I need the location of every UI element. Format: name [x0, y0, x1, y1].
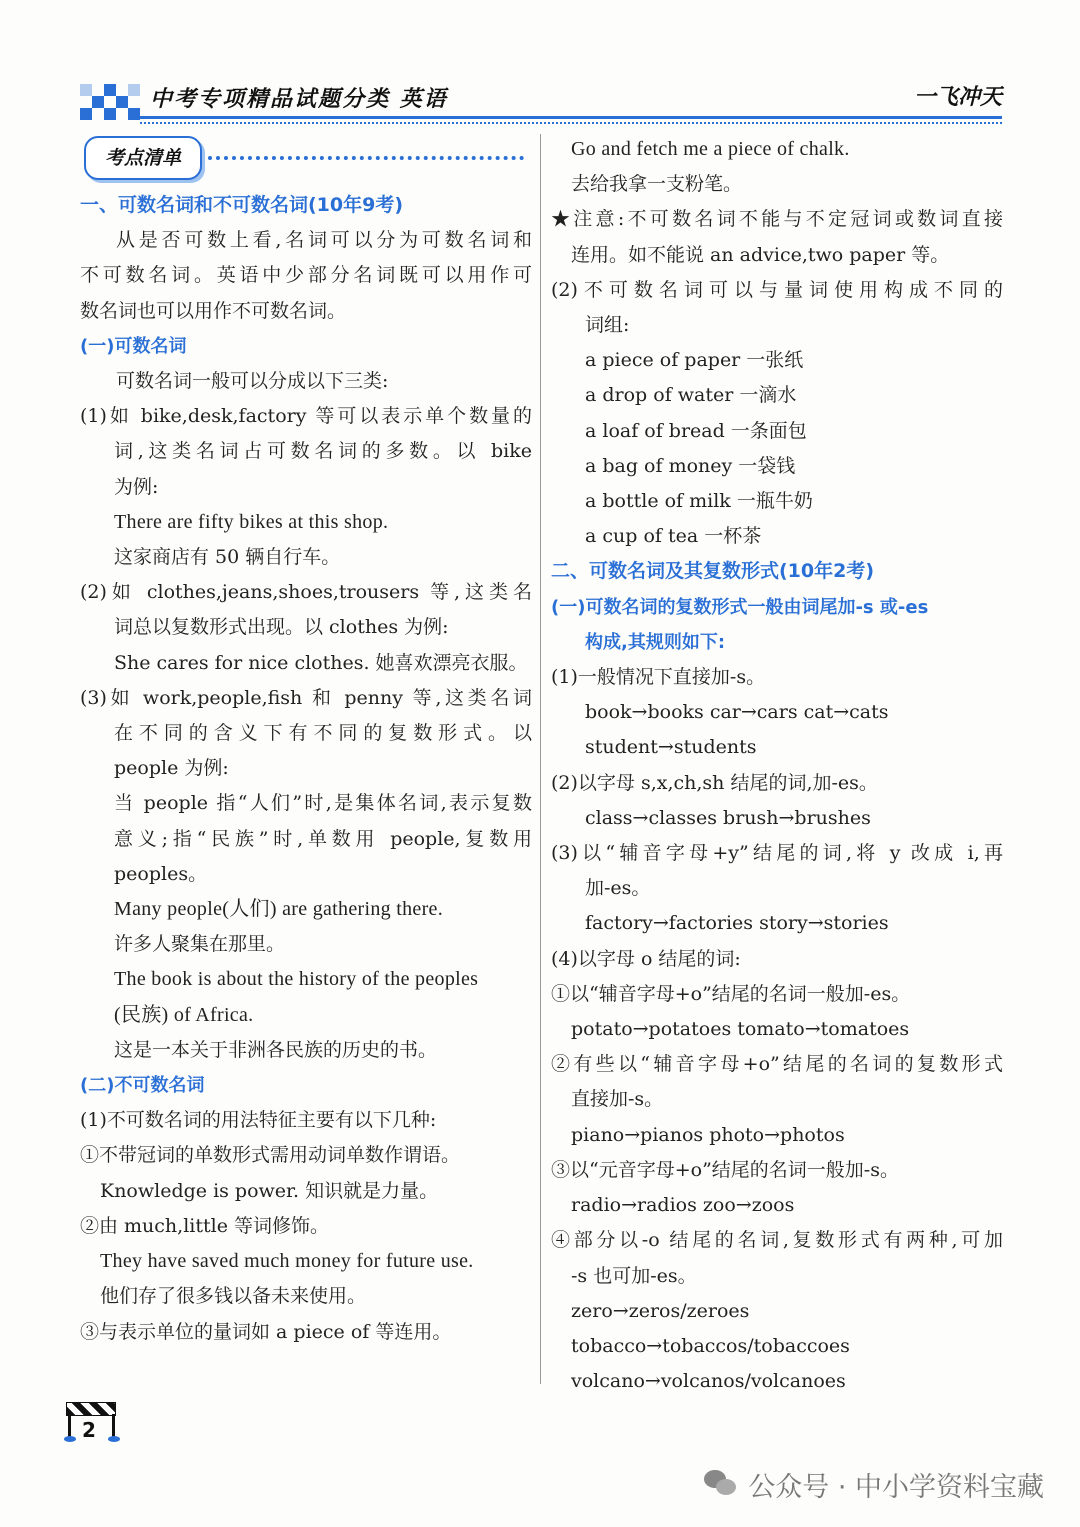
right-line: factory→factories story→stories — [585, 912, 889, 935]
watermark-text: 公众号 · 中小学资料宝藏 — [748, 1471, 1044, 1503]
left-line: ③与表示单位的量词如 a piece of 等连用。 — [80, 1320, 452, 1343]
left-line: (二)不可数名词 — [80, 1075, 205, 1097]
left-line: They have saved much money for future use. — [100, 1250, 474, 1273]
right-line: Go and fetch me a piece of chalk. — [571, 138, 850, 160]
left-line: 数名词也可以用作不可数名词。 — [80, 299, 347, 322]
right-line: (1)一般情况下直接加-s。 — [551, 666, 766, 689]
right-line: student→students — [585, 736, 757, 759]
left-text — [80, 188, 532, 1350]
left-line: (3)如 work,people,fish 和 penny 等,这类名词 — [80, 686, 532, 709]
right-line: radio→radios zoo→zoos — [571, 1194, 795, 1217]
section-box-dots — [208, 156, 524, 160]
right-line: piano→pianos photo→photos — [571, 1123, 845, 1146]
left-line: (民族) of Africa. — [114, 1003, 254, 1026]
left-line: (1)如 bike,desk,factory 等可以表示单个数量的 — [80, 405, 532, 428]
right-line: a bag of money 一袋钱 — [585, 454, 796, 477]
right-line: ③以“元音字母+o”结尾的名词一般加-s。 — [551, 1158, 899, 1181]
left-line: Many people(人们) are gathering there. — [114, 898, 444, 921]
flag-foot-left — [64, 1436, 76, 1442]
left-line: 可数名词一般可以分成以下三类: — [116, 370, 389, 393]
wechat-icon — [704, 1470, 738, 1498]
left-line: 从是否可数上看,名词可以分为可数名词和 — [116, 229, 532, 252]
left-line: She cares for nice clothes. 她喜欢漂亮衣服。 — [114, 651, 528, 674]
right-line: a cup of tea 一杯茶 — [585, 525, 762, 548]
right-column — [551, 132, 1003, 1399]
right-line: 构成,其规则如下: — [585, 631, 726, 653]
right-line: ②有些以“辅音字母+o”结尾的名词的复数形式 — [551, 1053, 1003, 1076]
right-line: ★注意:不可数名词不能与不定冠词或数词直接 — [551, 208, 1003, 231]
left-line: ①不带冠词的单数形式需用动词单数作谓语。 — [80, 1144, 461, 1167]
right-line: volcano→volcanos/volcanoes — [571, 1370, 846, 1393]
right-line: 词组: — [585, 314, 630, 337]
right-line: a bottle of milk 一瓶牛奶 — [585, 490, 813, 513]
section-box-label: 考点清单 — [104, 147, 181, 169]
right-line: ①以“辅音字母+o”结尾的名词一般加-es。 — [551, 982, 911, 1005]
right-text — [551, 132, 1003, 1399]
right-line: tobacco→tobaccos/tobaccoes — [571, 1334, 850, 1357]
page-number-badge — [62, 1402, 120, 1448]
section-box-frame — [84, 136, 202, 180]
left-line: 当 people 指“人们”时,是集体名词,表示复数 — [114, 792, 532, 815]
section-box — [80, 132, 532, 188]
checker-logo-icon — [80, 80, 142, 120]
right-line: class→classes brush→brushes — [585, 806, 871, 829]
left-line: There are fifty bikes at this shop. — [114, 510, 389, 533]
right-line: potato→potatoes tomato→tomatoes — [571, 1018, 910, 1041]
brand-logo: 一飞冲天 — [913, 85, 1002, 110]
right-line: 去给我拿一支粉笔。 — [571, 173, 743, 196]
right-line: a loaf of bread 一条面包 — [585, 419, 807, 442]
right-line: (2)以字母 s,x,ch,sh 结尾的词,加-es。 — [551, 771, 878, 794]
right-line: a piece of paper 一张纸 — [585, 349, 804, 372]
right-line: (2)不可数名词可以与量词使用构成不同的 — [551, 278, 1003, 301]
left-line: 这家商店有 50 辆自行车。 — [114, 546, 341, 569]
right-line: a drop of water 一滴水 — [585, 384, 797, 407]
page-header — [80, 72, 1002, 122]
series-title: 中考专项精品试题分类 英语 — [150, 87, 448, 112]
left-line: The book is about the history of the peoples — [114, 968, 479, 991]
left-line: 意义;指“民族”时,单数用 people,复数用 — [114, 827, 532, 850]
header-dotted-rule — [140, 122, 1002, 124]
right-line: (3)以“辅音字母+y”结尾的词,将 y 改成 i,再 — [551, 842, 1003, 865]
right-line: (4)以字母 o 结尾的词: — [551, 947, 741, 970]
left-line: peoples。 — [114, 862, 208, 885]
left-line: 这是一本关于非洲各民族的历史的书。 — [114, 1038, 438, 1061]
watermark — [704, 1462, 1044, 1506]
left-column — [80, 132, 532, 1350]
column-divider — [540, 134, 541, 1384]
left-line: (1)不可数名词的用法特征主要有以下几种: — [80, 1109, 437, 1132]
left-line: ②由 much,little 等词修饰。 — [80, 1214, 329, 1237]
right-line: book→books car→cars cat→cats — [585, 701, 889, 724]
right-line: -s 也可加-es。 — [571, 1264, 697, 1287]
right-line: 直接加-s。 — [571, 1088, 664, 1111]
left-line: 他们存了很多钱以备未来使用。 — [100, 1285, 367, 1308]
left-line: 词总以复数形式出现。以 clothes 为例: — [114, 616, 449, 639]
right-line: 连用。如不能说 an advice,two paper 等。 — [571, 243, 950, 266]
header-rule — [140, 116, 1002, 119]
left-line: people 为例: — [114, 757, 229, 780]
right-line: zero→zeros/zeroes — [571, 1299, 750, 1322]
left-line: 一、可数名词和不可数名词(10年9考) — [80, 194, 404, 216]
left-line: 不可数名词。英语中少部分名词既可以用作可 — [80, 264, 532, 287]
right-line: 加-es。 — [585, 877, 651, 900]
left-line: 词,这类名词占可数名词的多数。以 bike — [114, 440, 532, 463]
left-line: 许多人聚集在那里。 — [114, 933, 286, 956]
left-line: 在不同的含义下有不同的复数形式。以 — [114, 722, 532, 745]
left-line: (一)可数名词 — [80, 335, 187, 357]
right-line: 二、可数名词及其复数形式(10年2考) — [551, 560, 875, 583]
page-number: 2 — [82, 1418, 96, 1442]
left-line: Knowledge is power. 知识就是力量。 — [100, 1179, 439, 1202]
left-line: (2)如 clothes,jeans,shoes,trousers 等,这类名 — [80, 581, 532, 604]
right-line: ④部分以-o 结尾的名词,复数形式有两种,可加 — [551, 1229, 1003, 1252]
flag-foot-right — [108, 1436, 120, 1442]
right-line: (一)可数名词的复数形式一般由词尾加-s 或-es — [551, 596, 929, 618]
checkered-flag-icon — [66, 1402, 116, 1416]
left-line: 为例: — [114, 475, 159, 498]
